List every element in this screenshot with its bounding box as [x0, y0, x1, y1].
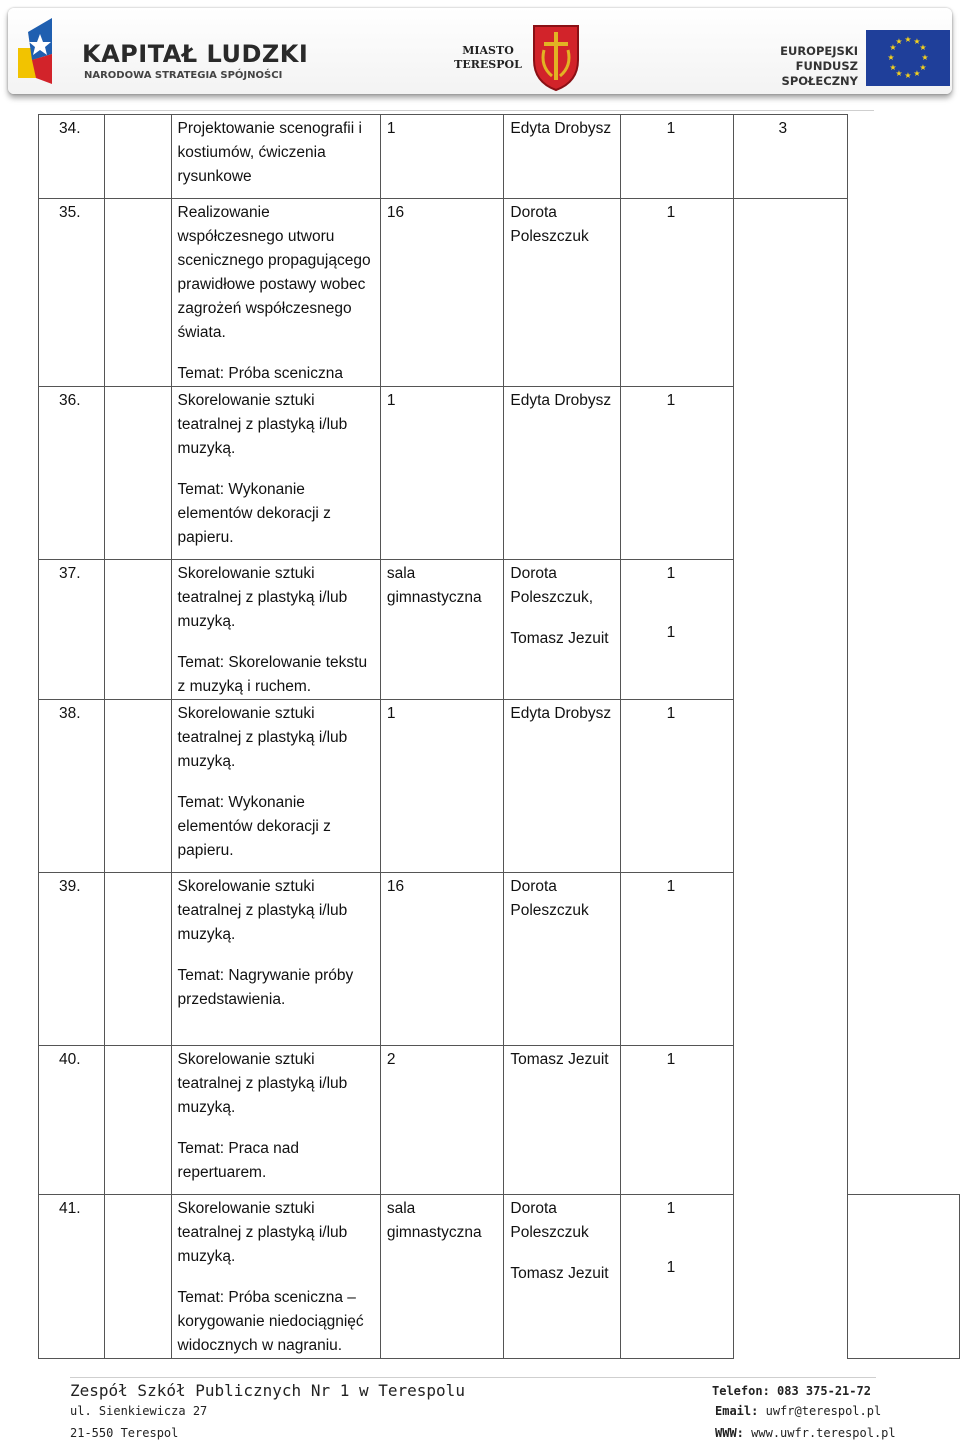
svg-text:★: ★	[921, 53, 929, 62]
activity-title: Skorelowanie sztuki teatralnej z plastyką i/lub muzyką.	[177, 392, 348, 457]
hours: 1	[620, 1046, 733, 1195]
activity-cell	[171, 700, 380, 873]
footer-phone	[712, 1384, 871, 1398]
hours-cell	[620, 1195, 733, 1359]
row-number: 38.	[39, 700, 105, 873]
leader: Edyta Drobysz	[504, 700, 620, 873]
participants: 2	[380, 1046, 504, 1195]
eu-line-1: EUROPEJSKI	[780, 44, 858, 58]
eu-line-2: FUNDUSZ SPOŁECZNY	[781, 59, 858, 88]
row-number: 37.	[39, 560, 105, 700]
activity-title: Skorelowanie sztuki teatralnej z plastyką i/lub muzyką.	[177, 565, 348, 630]
participants: 1	[380, 700, 504, 873]
leader: Edyta Drobysz	[504, 115, 620, 199]
eu-flag-icon	[866, 30, 950, 86]
hours-secondary: 1	[666, 624, 676, 641]
empty-cell	[104, 115, 171, 199]
activity-topic: Temat: Próba sceniczna – korygowanie niedociągnięć widocznych w nagraniu.	[177, 1289, 364, 1354]
footer-divider	[70, 1377, 876, 1378]
participants: sala gimnastyczna	[380, 1195, 504, 1359]
leader: Dorota Poleszczuk	[510, 1200, 589, 1241]
activity-topic: Temat: Skorelowanie tekstu z muzyką i ruchem.	[177, 654, 368, 695]
hours-secondary: 1	[666, 1259, 676, 1276]
email-address[interactable]: uwfr@terespol.pl	[765, 1404, 882, 1418]
leader-secondary: Tomasz Jezuit	[510, 1265, 609, 1282]
hours: 1	[620, 387, 733, 560]
participants: 16	[380, 199, 504, 387]
hours: 1	[666, 565, 676, 582]
row-number: 39.	[39, 873, 105, 1046]
activity-topic: Temat: Wykonanie elementów dekoracji z papieru.	[177, 481, 331, 546]
city-line-1: MIASTO	[462, 44, 514, 57]
empty-cell	[104, 560, 171, 700]
email-label: Email:	[715, 1404, 759, 1418]
svg-text:★: ★	[889, 43, 897, 52]
hours-cell	[620, 560, 733, 700]
www-label: WWW:	[715, 1426, 744, 1440]
kapital-ludzki-subtitle: NARODOWA STRATEGIA SPÓJNOŚCI	[84, 70, 283, 81]
activity-title: Realizowanie współczesnego utworu scenicznego propagującego prawidłowe postawy wobec zagrożeń współczesnego świata.	[177, 204, 371, 341]
svg-text:★: ★	[904, 35, 912, 44]
participants: 1	[380, 387, 504, 560]
footer-street: ul. Sienkiewicza 27	[70, 1404, 208, 1418]
phone-number: 083 375-21-72	[777, 1384, 871, 1398]
leader: Dorota Poleszczuk	[504, 873, 620, 1046]
header-divider	[70, 110, 874, 111]
kapital-ludzki-logo	[18, 14, 66, 86]
city-line-2: TERESPOL	[454, 58, 522, 71]
footer-school-name: Zespół Szkół Publicznych Nr 1 w Terespolu	[70, 1381, 465, 1400]
hours: 1	[620, 700, 733, 873]
leader-secondary: Tomasz Jezuit	[510, 630, 609, 647]
row-number: 34.	[39, 115, 105, 199]
row-number: 41.	[39, 1195, 105, 1359]
empty-cell	[104, 873, 171, 1046]
row-number: 35.	[39, 199, 105, 387]
table-row	[39, 199, 960, 387]
total-hours: 3	[733, 115, 848, 199]
leader: Dorota Poleszczuk,	[510, 565, 594, 606]
activity-topic: Temat: Próba sceniczna	[177, 365, 343, 382]
svg-text:★: ★	[887, 53, 895, 62]
footer-www	[715, 1426, 896, 1440]
city-name	[448, 44, 528, 72]
empty-cell	[104, 700, 171, 873]
activity-title: Skorelowanie sztuki teatralnej z plastyką i/lub muzyką.	[177, 705, 348, 770]
footer-email	[715, 1404, 881, 1418]
svg-text:★: ★	[913, 69, 921, 78]
activity-cell	[171, 873, 380, 1046]
header-banner	[8, 8, 952, 94]
empty-cell	[104, 1046, 171, 1195]
svg-text:★: ★	[913, 37, 921, 46]
leader: Edyta Drobysz	[504, 387, 620, 560]
activity-cell	[171, 1195, 380, 1359]
empty-cell	[104, 387, 171, 560]
kapital-ludzki-title: KAPITAŁ LUDZKI	[82, 40, 309, 68]
activity-title: Skorelowanie sztuki teatralnej z plastyką i/lub muzyką.	[177, 878, 348, 943]
empty-cell	[104, 199, 171, 387]
svg-text:★: ★	[895, 37, 903, 46]
activity-title: Skorelowanie sztuki teatralnej z plastyką i/lub muzyką.	[177, 1200, 348, 1265]
activity-title: Skorelowanie sztuki teatralnej z plastyką i/lub muzyką.	[177, 1051, 348, 1116]
schedule-table	[38, 114, 960, 1359]
leader: Tomasz Jezuit	[504, 1046, 620, 1195]
phone-label: Telefon:	[712, 1384, 770, 1398]
activity-title: Projektowanie scenografii i kostiumów, ćwiczenia rysunkowe	[171, 115, 380, 199]
activity-cell	[171, 560, 380, 700]
www-link[interactable]: www.uwfr.terespol.pl	[751, 1426, 896, 1440]
hours: 1	[666, 1200, 676, 1217]
activity-cell	[171, 1046, 380, 1195]
footer-city: 21-550 Terespol	[70, 1426, 179, 1440]
svg-text:★: ★	[895, 69, 903, 78]
leader-cell	[504, 1195, 620, 1359]
activity-topic: Temat: Wykonanie elementów dekoracji z papieru.	[177, 794, 331, 859]
svg-text:★: ★	[919, 63, 927, 72]
activity-cell	[171, 387, 380, 560]
terespol-crest-icon	[530, 22, 582, 92]
hours: 1	[620, 873, 733, 1046]
row-number: 40.	[39, 1046, 105, 1195]
activity-topic: Temat: Nagrywanie próby przedstawienia.	[177, 967, 354, 1008]
activity-cell	[171, 199, 380, 387]
hours: 1	[620, 115, 733, 199]
svg-text:★: ★	[919, 43, 927, 52]
participants: 1	[380, 115, 504, 199]
total-hours	[848, 1195, 960, 1359]
leader-cell	[504, 560, 620, 700]
leader: Dorota Poleszczuk	[504, 199, 620, 387]
participants: 16	[380, 873, 504, 1046]
row-number: 36.	[39, 387, 105, 560]
hours: 1	[620, 199, 733, 387]
table-row	[39, 115, 960, 199]
svg-text:★: ★	[904, 71, 912, 80]
eu-fund-text	[724, 44, 858, 89]
empty-cell	[104, 1195, 171, 1359]
participants: sala gimnastyczna	[380, 560, 504, 700]
total-hours	[733, 199, 848, 1359]
activity-topic: Temat: Praca nad repertuarem.	[177, 1140, 300, 1181]
svg-text:★: ★	[889, 63, 897, 72]
